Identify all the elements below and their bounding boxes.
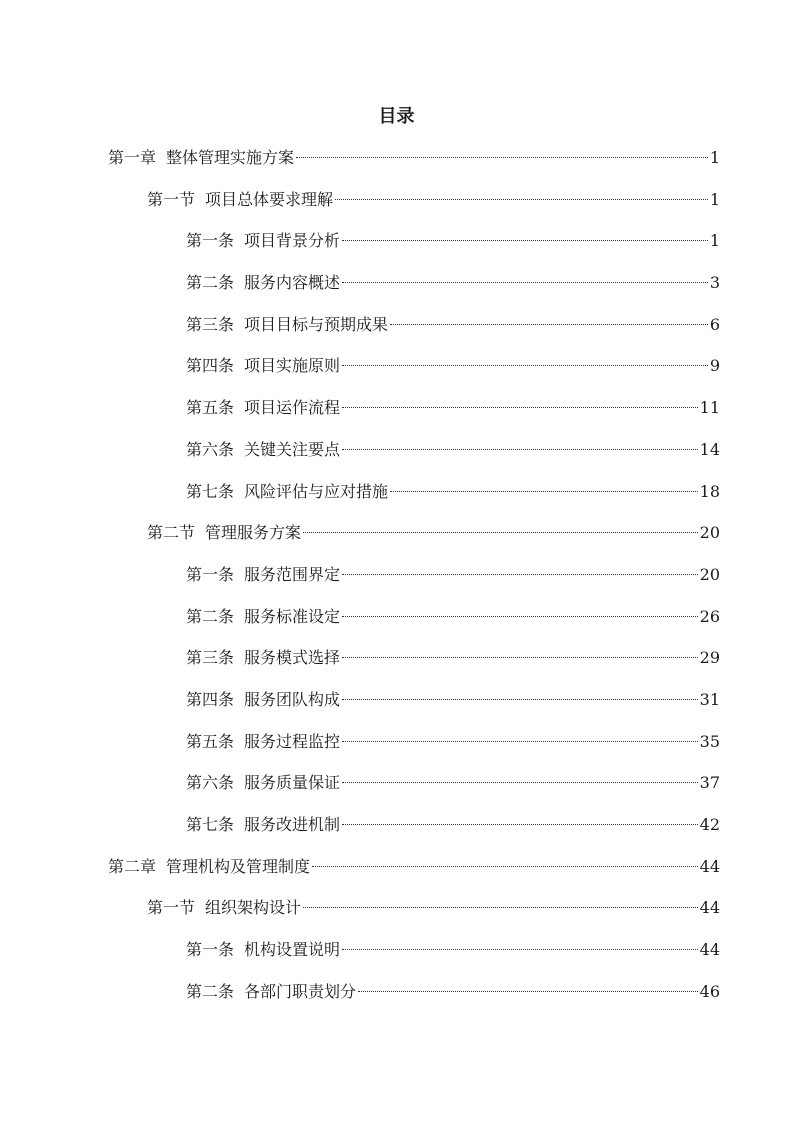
toc-entry-heading: 项目总体要求理解 xyxy=(205,189,334,209)
toc-page-number: 44 xyxy=(699,940,720,960)
toc-entry[interactable] xyxy=(0,687,793,729)
toc-entry-label: 第二章 xyxy=(108,856,157,876)
toc-entry[interactable] xyxy=(0,770,793,812)
toc-entry[interactable] xyxy=(0,270,793,312)
toc-dot-leader xyxy=(342,657,698,658)
toc-entry-heading: 项目实施原则 xyxy=(244,356,341,376)
toc-entry-label: 第三条 xyxy=(186,648,235,668)
toc-entry-label: 第二条 xyxy=(186,606,235,626)
toc-dot-leader xyxy=(342,824,698,825)
toc-entry[interactable] xyxy=(0,479,793,521)
toc-entry-label: 第五条 xyxy=(186,398,235,418)
toc-page-number: 3 xyxy=(709,273,720,293)
toc-entry[interactable] xyxy=(0,645,793,687)
toc-page-number: 44 xyxy=(699,898,720,918)
toc-entry[interactable] xyxy=(0,979,793,1021)
toc-page-number: 42 xyxy=(699,815,720,834)
toc-entry-label: 第七条 xyxy=(186,481,235,501)
toc-entry[interactable] xyxy=(0,729,793,771)
toc-entry[interactable] xyxy=(0,854,793,896)
toc-dot-leader xyxy=(312,866,698,867)
toc-page-number: 11 xyxy=(699,398,720,418)
toc-entry[interactable] xyxy=(0,312,793,354)
toc-entry-heading: 风险评估与应对措施 xyxy=(244,481,389,501)
toc-entry-heading: 服务内容概述 xyxy=(244,273,341,293)
toc-entry[interactable] xyxy=(0,812,793,854)
toc-page-number: 20 xyxy=(699,564,720,584)
toc-dot-leader xyxy=(342,240,708,241)
toc-page-number: 1 xyxy=(709,148,720,167)
toc-dot-leader xyxy=(358,991,698,992)
toc-dot-leader xyxy=(390,324,708,325)
toc-page-number: 14 xyxy=(699,439,720,459)
toc-entry-label: 第二条 xyxy=(186,981,235,1001)
toc-page-number: 31 xyxy=(699,689,720,709)
toc-entry[interactable] xyxy=(0,228,793,270)
toc-dot-leader xyxy=(342,741,698,742)
toc-entry[interactable] xyxy=(0,437,793,479)
toc-entry-label: 第六条 xyxy=(186,773,235,793)
toc-entry-heading: 项目背景分析 xyxy=(244,231,341,251)
toc-dot-leader xyxy=(303,532,698,533)
toc-dot-leader xyxy=(342,949,698,950)
toc-entry-heading: 服务标准设定 xyxy=(244,606,341,626)
toc-entry-label: 第五条 xyxy=(186,731,235,751)
toc-entry-label: 第二节 xyxy=(147,523,196,543)
toc-list xyxy=(0,145,793,1020)
toc-entry[interactable] xyxy=(0,395,793,437)
toc-dot-leader xyxy=(303,907,698,908)
toc-entry-heading: 各部门职责划分 xyxy=(244,981,357,1001)
toc-dot-leader xyxy=(342,574,698,575)
toc-page-number: 35 xyxy=(699,731,720,751)
toc-page-number: 1 xyxy=(709,189,720,209)
toc-entry-label: 第四条 xyxy=(186,689,235,709)
toc-page-number: 18 xyxy=(699,481,720,501)
toc-entry-label: 第一章 xyxy=(108,148,157,167)
toc-entry[interactable] xyxy=(0,520,793,562)
toc-page-number: 20 xyxy=(699,523,720,543)
toc-entry-label: 第一条 xyxy=(186,940,235,960)
toc-page-number: 26 xyxy=(699,606,720,626)
toc-entry[interactable] xyxy=(0,187,793,229)
toc-dot-leader xyxy=(342,782,698,783)
toc-entry-label: 第二条 xyxy=(186,273,235,293)
toc-entry-label: 第一节 xyxy=(147,189,196,209)
toc-dot-leader xyxy=(342,282,708,283)
toc-dot-leader xyxy=(342,407,698,408)
toc-entry-label: 第一节 xyxy=(147,898,196,918)
toc-entry-heading: 管理机构及管理制度 xyxy=(166,856,311,876)
toc-entry[interactable] xyxy=(0,604,793,646)
toc-entry[interactable] xyxy=(0,895,793,937)
toc-entry-label: 第一条 xyxy=(186,564,235,584)
toc-entry-label: 第一条 xyxy=(186,231,235,251)
toc-page-number: 9 xyxy=(709,356,720,376)
toc-dot-leader xyxy=(342,616,698,617)
toc-entry-heading: 关键关注要点 xyxy=(244,439,341,459)
toc-page-number: 29 xyxy=(699,648,720,668)
toc-entry-label: 第七条 xyxy=(186,815,235,834)
toc-entry-heading: 服务范围界定 xyxy=(244,564,341,584)
toc-entry-heading: 服务过程监控 xyxy=(244,731,341,751)
toc-dot-leader xyxy=(342,365,708,366)
toc-page-number: 44 xyxy=(699,856,720,876)
toc-entry[interactable] xyxy=(0,937,793,979)
toc-page-number: 46 xyxy=(699,981,720,1001)
toc-entry-heading: 服务质量保证 xyxy=(244,773,341,793)
toc-entry-heading: 组织架构设计 xyxy=(205,898,302,918)
toc-entry-heading: 机构设置说明 xyxy=(244,940,341,960)
toc-entry-heading: 服务团队构成 xyxy=(244,689,341,709)
toc-entry[interactable] xyxy=(0,562,793,604)
toc-dot-leader xyxy=(296,157,708,158)
toc-entry-label: 第六条 xyxy=(186,439,235,459)
toc-dot-leader xyxy=(390,491,698,492)
toc-dot-leader xyxy=(342,699,698,700)
toc-dot-leader xyxy=(335,199,708,200)
toc-page-number: 6 xyxy=(709,314,720,334)
toc-title: 目录 xyxy=(378,106,415,127)
toc-entry-heading: 项目运作流程 xyxy=(244,398,341,418)
toc-entry-heading: 服务改进机制 xyxy=(244,815,341,834)
toc-entry[interactable] xyxy=(0,145,793,187)
toc-entry[interactable] xyxy=(0,353,793,395)
toc-entry-heading: 管理服务方案 xyxy=(205,523,302,543)
toc-entry-heading: 整体管理实施方案 xyxy=(166,148,295,167)
toc-entry-heading: 服务模式选择 xyxy=(244,648,341,668)
toc-entry-heading: 项目目标与预期成果 xyxy=(244,314,389,334)
toc-page-number: 37 xyxy=(699,773,720,793)
toc-entry-label: 第四条 xyxy=(186,356,235,376)
toc-dot-leader xyxy=(342,449,698,450)
toc-page-number: 1 xyxy=(709,231,720,251)
toc-entry-label: 第三条 xyxy=(186,314,235,334)
